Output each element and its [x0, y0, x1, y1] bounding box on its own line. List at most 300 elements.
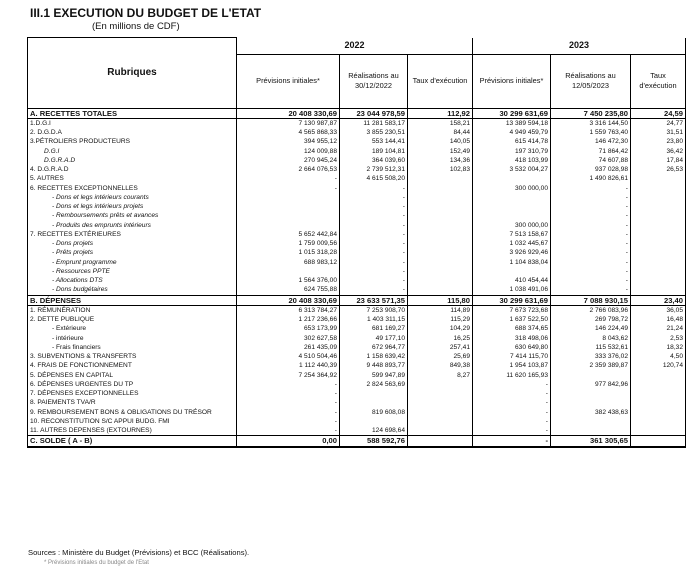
- col-header: Prévisions initiales*: [237, 54, 340, 108]
- row-value: 146 472,30: [551, 137, 631, 146]
- row-value: 302 627,58: [237, 334, 340, 343]
- row-label: 2. DETTE PUBLIQUE: [28, 315, 237, 324]
- row-value: 146 224,49: [551, 324, 631, 333]
- row-label: 4. D.G.R.A.D: [28, 165, 237, 174]
- row-value: 20 408 330,69: [237, 108, 340, 118]
- table-row: [28, 184, 686, 193]
- table-row: [28, 267, 686, 276]
- row-value: -: [237, 380, 340, 389]
- row-value: [408, 248, 473, 257]
- row-value: 1 038 491,06: [473, 285, 551, 295]
- table-row: [28, 380, 686, 389]
- col-header: Taux d'exécution: [631, 54, 686, 108]
- row-value: 2 739 512,31: [340, 165, 408, 174]
- table-row: [28, 118, 686, 128]
- row-value: 8,27: [408, 371, 473, 380]
- row-value: [237, 211, 340, 220]
- row-value: 624 755,88: [237, 285, 340, 295]
- row-value: [631, 436, 686, 447]
- row-value: 269 798,72: [551, 315, 631, 324]
- row-value: [340, 389, 408, 398]
- row-value: [408, 267, 473, 276]
- row-label: 3. SUBVENTIONS & TRANSFERTS: [28, 352, 237, 361]
- row-value: 553 144,41: [340, 137, 408, 146]
- row-value: 653 173,99: [237, 324, 340, 333]
- year-2023-header: 2023: [473, 38, 686, 55]
- row-value: [473, 202, 551, 211]
- row-value: 3 926 929,46: [473, 248, 551, 257]
- row-value: -: [551, 267, 631, 276]
- table-row: [28, 174, 686, 183]
- row-value: 124 009,88: [237, 147, 340, 156]
- row-value: 31,51: [631, 128, 686, 137]
- row-label: C. SOLDE ( A - B): [28, 436, 237, 447]
- row-value: 16,25: [408, 334, 473, 343]
- row-value: 4 615 508,20: [340, 174, 408, 183]
- row-value: -: [237, 398, 340, 407]
- row-value: [408, 276, 473, 285]
- row-label: 1.D.G.I: [28, 118, 237, 128]
- table-row: [28, 147, 686, 156]
- year-2022-header: 2022: [237, 38, 473, 55]
- row-value: -: [340, 276, 408, 285]
- row-label: - Remboursements prêts et avances: [28, 211, 237, 220]
- row-value: 16,48: [631, 315, 686, 324]
- table-row: [28, 352, 686, 361]
- row-value: -: [340, 239, 408, 248]
- row-value: [631, 184, 686, 193]
- row-value: 152,49: [408, 147, 473, 156]
- row-value: 7 253 908,70: [340, 305, 408, 315]
- table-row: [28, 239, 686, 248]
- table-row: [28, 371, 686, 380]
- table-row: [28, 137, 686, 146]
- table-row: [28, 258, 686, 267]
- row-value: 1 015 318,28: [237, 248, 340, 257]
- row-label: - Ressources PPTE: [28, 267, 237, 276]
- row-value: 7 450 235,80: [551, 108, 631, 118]
- row-value: 977 842,96: [551, 380, 631, 389]
- table-row: [28, 417, 686, 426]
- row-value: 688 983,12: [237, 258, 340, 267]
- table-row: [28, 315, 686, 324]
- row-value: -: [551, 211, 631, 220]
- row-value: 7 088 930,15: [551, 295, 631, 305]
- row-value: 1 104 838,04: [473, 258, 551, 267]
- row-label: 10. RECONSTITUTION S/C APPUI BUDG. FMI: [28, 417, 237, 426]
- row-value: 261 435,09: [237, 343, 340, 352]
- row-value: 11 620 165,93: [473, 371, 551, 380]
- row-value: 318 498,06: [473, 334, 551, 343]
- table-row: [28, 128, 686, 137]
- row-value: -: [237, 174, 340, 183]
- row-value: 630 649,80: [473, 343, 551, 352]
- row-value: -: [237, 389, 340, 398]
- row-value: -: [551, 184, 631, 193]
- table-row: [28, 295, 686, 305]
- row-value: -: [473, 408, 551, 417]
- row-value: 1 559 763,40: [551, 128, 631, 137]
- row-label: - Extérieure: [28, 324, 237, 333]
- row-value: -: [237, 417, 340, 426]
- table-row: [28, 156, 686, 165]
- row-value: 36,05: [631, 305, 686, 315]
- row-value: 361 305,65: [551, 436, 631, 447]
- row-value: 24,59: [631, 108, 686, 118]
- row-value: -: [551, 276, 631, 285]
- row-value: 112,92: [408, 108, 473, 118]
- row-value: [340, 398, 408, 407]
- row-label: - Emprunt programme: [28, 258, 237, 267]
- row-value: [408, 202, 473, 211]
- table-row: [28, 408, 686, 417]
- row-label: 9. REMBOURSEMENT BONS & OBLIGATIONS DU TRÉSOR: [28, 408, 237, 417]
- row-value: 134,36: [408, 156, 473, 165]
- row-value: 1 112 440,39: [237, 361, 340, 370]
- row-value: -: [473, 417, 551, 426]
- table-row: [28, 305, 686, 315]
- row-value: 270 945,24: [237, 156, 340, 165]
- row-label: 11. AUTRES DEPENSES (EXTOURNES): [28, 426, 237, 436]
- row-value: -: [340, 193, 408, 202]
- col-header: Réalisations au 12/05/2023: [551, 54, 631, 108]
- row-label: 7. DÉPENSES EXCEPTIONNELLES: [28, 389, 237, 398]
- row-value: 24,77: [631, 118, 686, 128]
- row-value: 74 607,88: [551, 156, 631, 165]
- row-value: [237, 202, 340, 211]
- row-value: [408, 380, 473, 389]
- row-value: -: [551, 221, 631, 230]
- row-value: -: [340, 221, 408, 230]
- row-value: [631, 239, 686, 248]
- page-title: III.1 EXECUTION DU BUDGET DE L'ETAT: [30, 6, 262, 20]
- row-value: [408, 174, 473, 183]
- row-value: 102,83: [408, 165, 473, 174]
- row-value: 9 448 893,77: [340, 361, 408, 370]
- table-row: [28, 426, 686, 436]
- row-value: 7 673 723,68: [473, 305, 551, 315]
- row-value: 20 408 330,69: [237, 295, 340, 305]
- row-value: -: [237, 426, 340, 436]
- row-value: 615 414,78: [473, 137, 551, 146]
- table-row: [28, 324, 686, 333]
- table-row: [28, 230, 686, 239]
- col-header: Réalisations au 30/12/2022: [340, 54, 408, 108]
- row-value: 1 564 376,00: [237, 276, 340, 285]
- row-value: 23 044 978,59: [340, 108, 408, 118]
- row-value: [408, 426, 473, 436]
- row-label: 3.PÉTROLIERS PRODUCTEURS: [28, 137, 237, 146]
- row-value: 4 949 459,79: [473, 128, 551, 137]
- row-value: 3 855 230,51: [340, 128, 408, 137]
- row-label: 7. RECETTES EXTÉRIEURES: [28, 230, 237, 239]
- row-value: 23,40: [631, 295, 686, 305]
- row-value: 104,29: [408, 324, 473, 333]
- row-label: 4. FRAIS DE FONCTIONNEMENT: [28, 361, 237, 370]
- row-value: 7 130 987,87: [237, 118, 340, 128]
- row-value: -: [237, 408, 340, 417]
- row-value: 1 637 522,50: [473, 315, 551, 324]
- row-value: 333 376,02: [551, 352, 631, 361]
- row-value: 599 947,89: [340, 371, 408, 380]
- row-value: [551, 426, 631, 436]
- row-value: 2 824 563,69: [340, 380, 408, 389]
- table-row: [28, 108, 686, 118]
- row-value: 937 028,98: [551, 165, 631, 174]
- row-value: [408, 230, 473, 239]
- row-value: -: [340, 285, 408, 295]
- row-value: 849,38: [408, 361, 473, 370]
- row-value: -: [551, 258, 631, 267]
- row-label: 6. DÉPENSES URGENTES DU TP: [28, 380, 237, 389]
- row-value: [631, 417, 686, 426]
- row-label: - Frais financiers: [28, 343, 237, 352]
- row-value: 1 158 639,42: [340, 352, 408, 361]
- row-value: -: [237, 184, 340, 193]
- row-value: [631, 221, 686, 230]
- row-value: 189 104,81: [340, 147, 408, 156]
- row-value: [631, 398, 686, 407]
- row-value: [631, 248, 686, 257]
- row-value: 1 403 311,15: [340, 315, 408, 324]
- row-label: 1. RÉMUNÉRATION: [28, 305, 237, 315]
- row-value: 257,41: [408, 343, 473, 352]
- row-value: [631, 276, 686, 285]
- row-value: 4 510 504,46: [237, 352, 340, 361]
- row-value: -: [551, 248, 631, 257]
- row-value: [631, 426, 686, 436]
- row-value: 140,05: [408, 137, 473, 146]
- table-row: [28, 193, 686, 202]
- row-value: 1 217 236,66: [237, 315, 340, 324]
- row-value: [551, 371, 631, 380]
- row-label: D.G.I: [28, 147, 237, 156]
- row-value: 114,89: [408, 305, 473, 315]
- row-value: -: [340, 267, 408, 276]
- row-value: 158,21: [408, 118, 473, 128]
- row-value: 2,53: [631, 334, 686, 343]
- row-value: 2 664 076,53: [237, 165, 340, 174]
- row-value: 17,84: [631, 156, 686, 165]
- row-value: 115,80: [408, 295, 473, 305]
- row-value: [408, 258, 473, 267]
- row-label: - Prêts projets: [28, 248, 237, 257]
- row-value: -: [473, 426, 551, 436]
- row-value: 124 698,64: [340, 426, 408, 436]
- row-value: 18,32: [631, 343, 686, 352]
- row-value: 49 177,10: [340, 334, 408, 343]
- row-value: -: [473, 436, 551, 447]
- row-value: [237, 267, 340, 276]
- row-value: 688 374,65: [473, 324, 551, 333]
- table-row: [28, 436, 686, 447]
- row-value: 410 454,44: [473, 276, 551, 285]
- row-value: 71 864,42: [551, 147, 631, 156]
- row-value: [631, 193, 686, 202]
- table-row: [28, 276, 686, 285]
- table-row: [28, 361, 686, 370]
- row-value: [408, 193, 473, 202]
- row-label: - Produits des emprunts intérieurs: [28, 221, 237, 230]
- row-value: [631, 258, 686, 267]
- row-value: 5 652 442,84: [237, 230, 340, 239]
- row-label: - Dons budgétaires: [28, 285, 237, 295]
- row-value: -: [340, 248, 408, 257]
- row-value: 3 532 004,27: [473, 165, 551, 174]
- row-value: 115 532,61: [551, 343, 631, 352]
- rubriques-header: Rubriques: [28, 38, 237, 109]
- row-value: -: [473, 380, 551, 389]
- col-header: Taux d'exécution: [408, 54, 473, 108]
- row-label: - Dons et legs intérieurs projets: [28, 202, 237, 211]
- row-value: [631, 174, 686, 183]
- row-value: [408, 221, 473, 230]
- row-value: -: [473, 389, 551, 398]
- row-value: 382 438,63: [551, 408, 631, 417]
- row-value: 2 359 389,87: [551, 361, 631, 370]
- row-value: -: [551, 239, 631, 248]
- row-value: [340, 417, 408, 426]
- row-value: 2 766 083,96: [551, 305, 631, 315]
- footnote: * Prévisions initiales du budget de l'Etat: [44, 560, 149, 566]
- row-value: [408, 389, 473, 398]
- row-value: [631, 285, 686, 295]
- row-value: -: [340, 202, 408, 211]
- col-header: Prévisions initiales*: [473, 54, 551, 108]
- row-value: -: [340, 184, 408, 193]
- table-row: [28, 202, 686, 211]
- row-value: [408, 285, 473, 295]
- row-label: 5. AUTRES: [28, 174, 237, 183]
- row-value: 4,50: [631, 352, 686, 361]
- row-value: -: [551, 193, 631, 202]
- row-value: 197 310,79: [473, 147, 551, 156]
- row-value: [408, 417, 473, 426]
- row-value: 4 565 868,33: [237, 128, 340, 137]
- row-value: 30 299 631,69: [473, 108, 551, 118]
- row-value: -: [340, 258, 408, 267]
- source-note: Sources : Ministère du Budget (Prévisions) et BCC (Réalisations).: [28, 548, 250, 557]
- row-label: - Dons projets: [28, 239, 237, 248]
- row-value: [408, 436, 473, 447]
- row-value: -: [551, 285, 631, 295]
- row-value: 21,24: [631, 324, 686, 333]
- row-value: [631, 211, 686, 220]
- row-value: [237, 193, 340, 202]
- row-value: 1 490 826,61: [551, 174, 631, 183]
- row-value: [473, 174, 551, 183]
- row-value: 0,00: [237, 436, 340, 447]
- row-value: 3 316 144,50: [551, 118, 631, 128]
- row-value: 120,74: [631, 361, 686, 370]
- row-label: - intérieure: [28, 334, 237, 343]
- row-value: -: [340, 211, 408, 220]
- row-value: [551, 398, 631, 407]
- table-row: [28, 389, 686, 398]
- row-value: 115,29: [408, 315, 473, 324]
- row-value: 672 964,77: [340, 343, 408, 352]
- row-value: 394 955,12: [237, 137, 340, 146]
- table-row: [28, 221, 686, 230]
- row-label: D.G.R.A.D: [28, 156, 237, 165]
- row-value: 26,53: [631, 165, 686, 174]
- table-row: [28, 398, 686, 407]
- row-value: [551, 389, 631, 398]
- row-value: 300 000,00: [473, 184, 551, 193]
- row-value: 1 954 103,87: [473, 361, 551, 370]
- row-value: 84,44: [408, 128, 473, 137]
- row-value: 23,80: [631, 137, 686, 146]
- row-value: [551, 417, 631, 426]
- row-value: -: [551, 202, 631, 211]
- page-subtitle: (En millions de CDF): [92, 21, 180, 32]
- table-row: [28, 165, 686, 174]
- row-value: 588 592,76: [340, 436, 408, 447]
- row-value: [408, 211, 473, 220]
- row-label: A. RECETTES TOTALES: [28, 108, 237, 118]
- row-value: [631, 408, 686, 417]
- row-value: 7 414 115,70: [473, 352, 551, 361]
- row-value: -: [551, 230, 631, 239]
- row-value: [473, 267, 551, 276]
- row-value: [631, 371, 686, 380]
- row-value: 300 000,00: [473, 221, 551, 230]
- row-label: - Allocations DTS: [28, 276, 237, 285]
- row-value: [473, 211, 551, 220]
- row-label: 2. D.G.D.A: [28, 128, 237, 137]
- table-row: [28, 211, 686, 220]
- row-label: - Dons et legs intérieurs courants: [28, 193, 237, 202]
- row-value: [408, 184, 473, 193]
- row-value: [631, 202, 686, 211]
- row-value: -: [473, 398, 551, 407]
- row-value: 7 513 158,67: [473, 230, 551, 239]
- row-value: [631, 389, 686, 398]
- row-value: 681 169,27: [340, 324, 408, 333]
- row-value: 23 633 571,35: [340, 295, 408, 305]
- row-label: 8. PAIEMENTS TVA/R: [28, 398, 237, 407]
- row-value: [631, 230, 686, 239]
- row-value: 36,42: [631, 147, 686, 156]
- row-label: 6. RECETTES EXCEPTIONNELLES: [28, 184, 237, 193]
- row-label: 5. DÉPENSES EN CAPITAL: [28, 371, 237, 380]
- row-value: 418 103,99: [473, 156, 551, 165]
- row-value: 1 032 445,67: [473, 239, 551, 248]
- table-row: [28, 334, 686, 343]
- row-value: 6 313 784,27: [237, 305, 340, 315]
- table-row: [28, 248, 686, 257]
- row-value: 25,69: [408, 352, 473, 361]
- row-value: [237, 221, 340, 230]
- row-value: -: [340, 230, 408, 239]
- row-value: 819 608,08: [340, 408, 408, 417]
- row-value: [631, 267, 686, 276]
- row-value: 7 254 364,92: [237, 371, 340, 380]
- row-value: 30 299 631,69: [473, 295, 551, 305]
- row-value: 8 043,62: [551, 334, 631, 343]
- row-value: 1 759 009,56: [237, 239, 340, 248]
- row-value: 13 389 594,18: [473, 118, 551, 128]
- row-value: [408, 408, 473, 417]
- table-row: [28, 285, 686, 295]
- row-value: 364 039,60: [340, 156, 408, 165]
- budget-table: [27, 37, 686, 448]
- row-value: [631, 380, 686, 389]
- row-value: [408, 239, 473, 248]
- row-label: B. DÉPENSES: [28, 295, 237, 305]
- row-value: 11 281 583,17: [340, 118, 408, 128]
- row-value: [408, 398, 473, 407]
